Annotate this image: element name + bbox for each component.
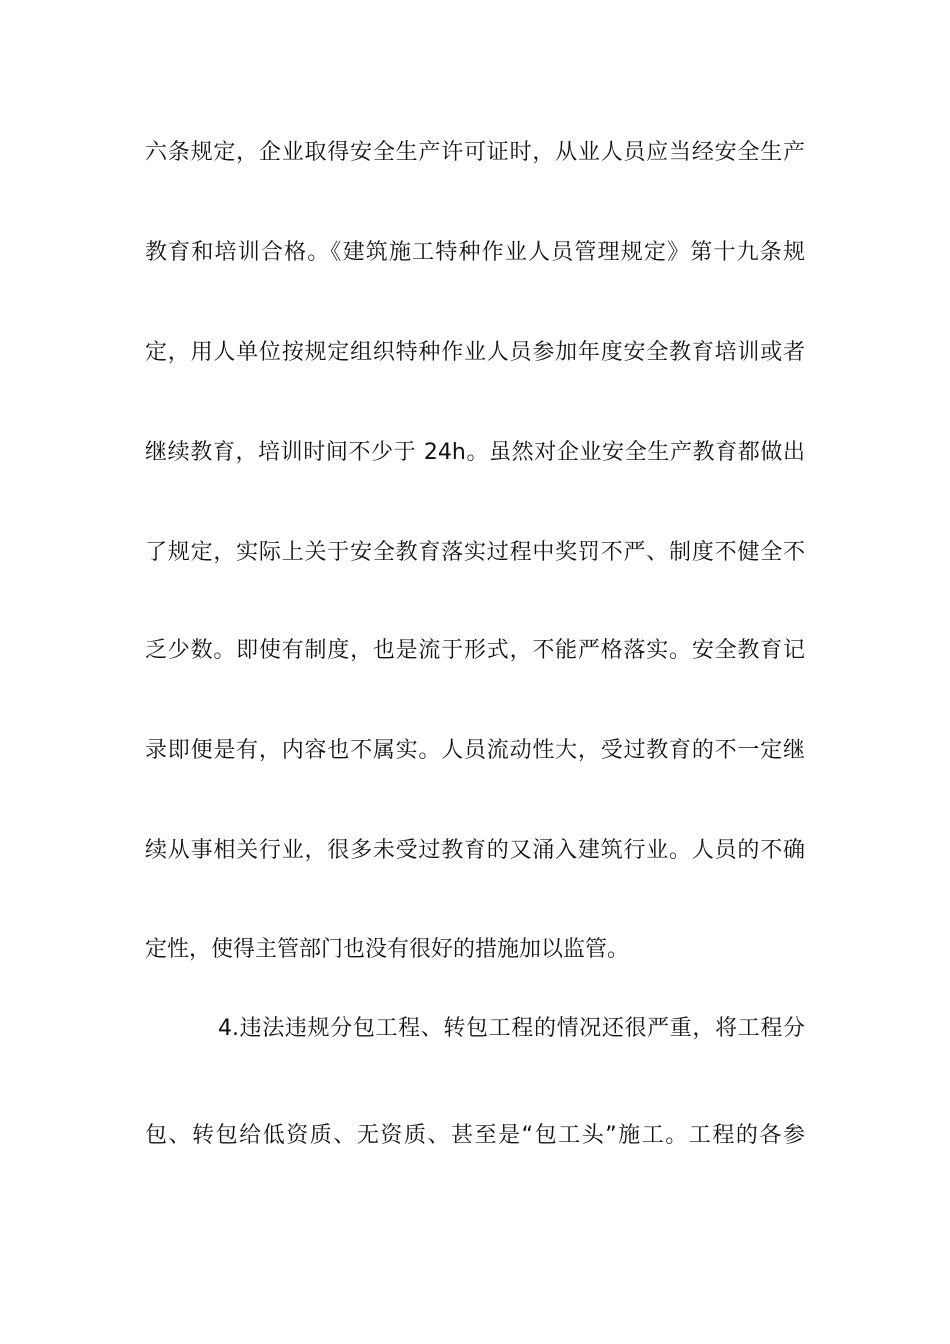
- paragraph-4-first-line: 4.违法违规分包工程、转包工程的情况还很严重，将工程分: [218, 1016, 805, 1041]
- text-line-7: 录即便是有，内容也不属实。人员流动性大，受过教育的不一定继: [145, 738, 805, 763]
- paragraph-4-second-line: 包、转包给低资质、无资质、甚至是“包工头”施工。工程的各参: [145, 1123, 805, 1148]
- text-line-2: 教育和培训合格。《建筑施工特种作业人员管理规定》第十九条规: [145, 240, 805, 265]
- text-line-6: 乏少数。即使有制度，也是流于形式，不能严格落实。安全教育记: [145, 638, 805, 663]
- text-line-5: 了规定，实际上关于安全教育落实过程中奖罚不严、制度不健全不: [145, 540, 805, 565]
- text-line-1: 六条规定，企业取得安全生产许可证时，从业人员应当经安全生产: [145, 140, 805, 165]
- text-line-4: 继续教育，培训时间不少于 24h。虽然对企业安全生产教育都做出: [145, 440, 805, 465]
- text-line-9: 定性，使得主管部门也没有很好的措施加以监管。: [145, 937, 630, 962]
- text-line-3: 定，用人单位按规定组织特种作业人员参加年度安全教育培训或者: [145, 340, 805, 365]
- text-line-8: 续从事相关行业，很多未受过教育的又涌入建筑行业。人员的不确: [145, 838, 805, 863]
